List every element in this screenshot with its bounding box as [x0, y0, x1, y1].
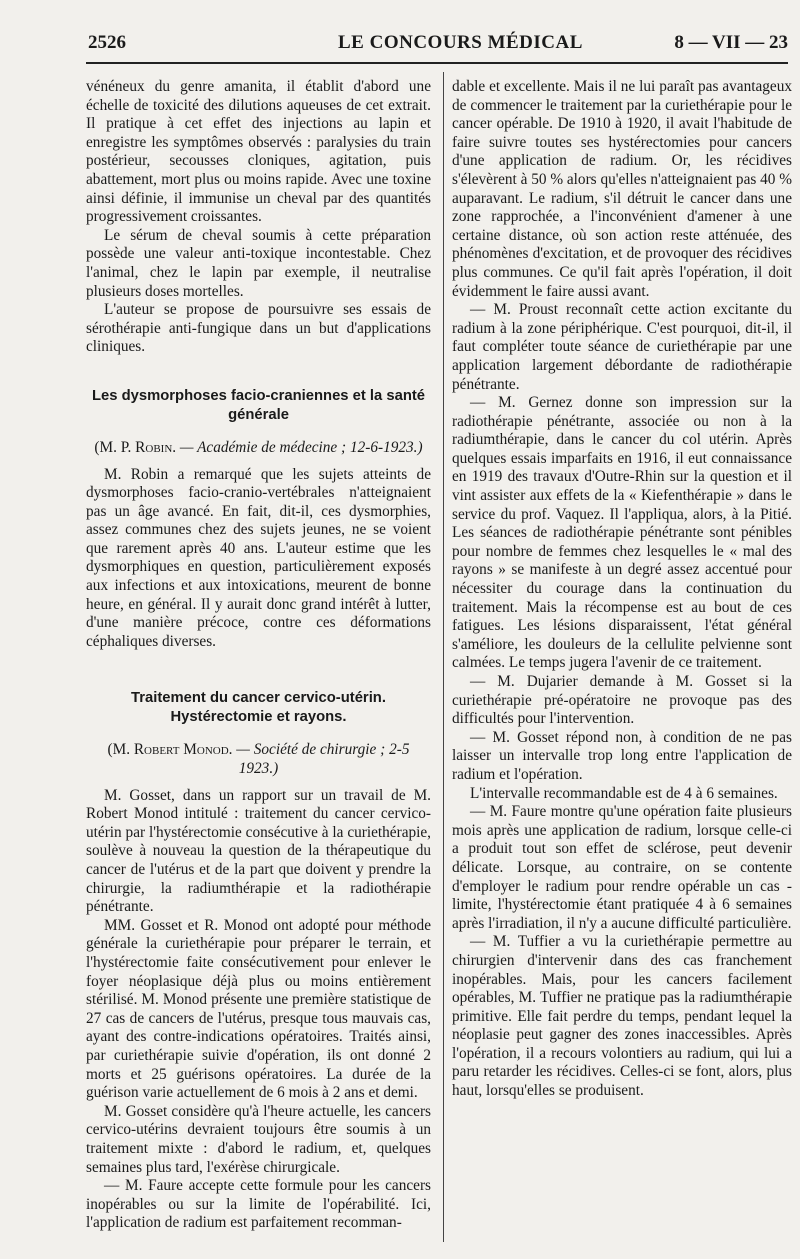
reference-source: — Société de chirurgie ; 2-5 1923.) — [232, 741, 410, 778]
reference-line — [86, 741, 431, 778]
paragraph: M. Robin a remarqué que les sujets atteints de dysmorphoses facio-cranio-vertébrales n'atteignaient pas un âge avancé. En fait, dit-il, ces dysmorphies, assez communes chez des sujets jeunes, ne se voient que rarement après 40 ans. L'auteur estime que les dysmorphiques en question, particulièrement exposés aux infections et aux intoxications, meurent de bonne heure, en général. Il y aurait donc grand intérêt à lutter, d'une manière précoce, contre ces déformations céphaliques diverses. — [86, 465, 431, 650]
reference-author: (M. P. Robin. — [94, 438, 177, 456]
paragraph: M. Gosset, dans un rapport sur un travail de M. Robert Monod intitulé : traitement du cancer cervico-utérin par l'hystérectomie consécutive à la curiethérapie, soulève à nouveau la question de la thérapeutique du cancer de l'utérus et de la part que doivent y prendre la chirurgie, la radiumthérapie et la radiothérapie pénétrante. — [86, 786, 431, 916]
page-header — [88, 30, 788, 56]
paragraph: vénéneux du genre amanita, il établit d'abord une échelle de toxicité des dilutions aqueuses de cet extrait. Il pratique à cet effet des injections au lapin et enregistre les symptômes observés : paralysies du train postérieur, secousses cloniques, agitation, puis abattement, mort plus ou moins rapide. Avec une toxine ainsi définie, il immunise un cheval par des quantités progressivement croissantes. — [86, 78, 431, 226]
paragraph: L'auteur se propose de poursuivre ses essais de sérothérapie anti-fungique dans un but d'applications cliniques. — [86, 301, 431, 356]
paragraph: — M. Gosset répond non, à condition de ne pas laisser un intervalle trop long entre l'application de radium et l'opération. — [452, 728, 792, 783]
left-column — [86, 78, 431, 1233]
paragraph: Le sérum de cheval soumis à cette préparation possède une valeur anti-toxique incontestable. Chez l'animal, chez le lapin par exemple, il neutralise plusieurs doses mortelles. — [86, 226, 431, 300]
paragraph: — M. Gernez donne son impression sur la radiothérapie pénétrante, associée ou non à la radiumthérapie, dans le cancer du col utérin. Après quelques essais imparfaits en 1916, il eut connaissance en 1919 des travaux d'Outre-Rhin sur la question et il vint assister aux effets de la « Kiefenthérapie » dans le service du prof. Vaquez. Il l'appliqua, alors, à la Pitié. Les séances de radiothérapie pénétrante sont pénibles pour nombre de femmes chez lesquelles le « mal des rayons » se manifeste à un degré assez accentué pour nécessiter du courage dans la continuation du traitement. Mais la récompense est au bout de ces fatigues. Les lésions disparaissent, l'état général s'améliore, les douleurs de la cellulite pelvienne sont calmées. Le temps jugera l'avenir de ce traitement. — [452, 394, 792, 672]
issue-date: 8 — VII — 23 — [674, 32, 788, 53]
paragraph: dable et excellente. Mais il ne lui paraît pas avantageux de commencer le traitement par la curiethérapie pour le cancer opérable. De 1910 à 1920, il avait l'habitude de faire suivre toutes ses hystérectomies pour cancers d'une application de radium. Or, les récidives s'élevèrent à 50 % alors qu'elles n'atteignaient pas 40 % auparavant. Le radium, s'il détruit le cancer dans une zone rapprochée, a l'inconvénient d'amener à une certaine distance, où son action reste atténuée, des phénomènes d'excitation, et de provoquer des récidives plus communes. Ce qu'il fait après l'opération, il doit évidemment le faire aussi avant. — [452, 78, 793, 300]
page-number: 2526 — [88, 32, 126, 53]
reference-source: — Académie de médecine ; 12-6-1923.) — [176, 438, 423, 456]
header-rule — [86, 62, 788, 64]
column-divider — [443, 72, 444, 1242]
section-heading: Les dysmorphoses facio-craniennes et la santé générale — [91, 387, 426, 423]
paragraph: — M. Tuffier a vu la curiethérapie permettre au chirurgien d'intervenir dans des cas franchement inopérables. Mais, pour les cancers facilement opérables, M. Tuffier ne pratique pas la radiumthérapie primitive. Elle fait perdre du temps, pendant lequel la néoplasie peut gagner des zones inaccessibles. Après l'opération, il a recours volontiers au radium, qui lui a paru retarder les récidives. Celles-ci se font, alors, plus haut, lorsqu'elles se produisent. — [452, 933, 792, 1100]
paragraph: MM. Gosset et R. Monod ont adopté pour méthode générale la curiethérapie pour préparer le terrain, et l'hystérectomie faite consécutivement pour enlever le foyer néoplasique déjà plus ou moins entièrement stérilisé. M. Monod présente une première statistique de 27 cas de cancers de l'utérus, presque tous mauvais cas, ayant des contre-indications opératoires. Traités ainsi, par curiethérapie suivie d'opération, ils ont donné 2 morts et 25 guérisons opératoires. La durée de la guérison varie actuellement de 6 mois à 2 ans et demi. — [86, 916, 431, 1102]
paragraph: M. Gosset considère qu'à l'heure actuelle, les cancers cervico-utérins devraient toujours être soumis à un traitement mixte : d'abord le radium, et, quelques semaines plus tard, l'exérèse chirurgicale. — [86, 1102, 431, 1176]
journal-title: LE CONCOURS MÉDICAL — [338, 32, 583, 53]
paragraph: L'intervalle recommandable est de 4 à 6 semaines. — [470, 784, 778, 802]
paragraph: — M. Dujarier demande à M. Gosset si la curiethérapie pré-opératoire ne provoque pas des difficultés pour l'intervention. — [452, 673, 792, 728]
reference-author: (M. Robert Monod. — [107, 741, 233, 759]
paragraph: — M. Proust reconnaît cette action excitante du radium à la zone périphérique. C'est pourquoi, dit-il, il faut compléter toute séance de curiethérapie par une application largement débordante de radiothérapie pénétrante. — [452, 301, 792, 393]
right-column — [452, 78, 792, 1101]
section-heading: Traitement du cancer cervico-utérin. Hystérectomie et rayons. — [131, 690, 386, 726]
reference-line — [86, 439, 431, 458]
paragraph: — M. Faure montre qu'une opération faite plusieurs mois après une application de radium, lorsque celle-ci a produit tout son effet de sclérose, peut devenir délicate. Lorsque, au contraire, on se contente d'employer le radium pour rendre opérable un cas -limite, l'hystérectomie étant pratiquée 4 à 6 semaines après l'irradiation, il n'y a aucune difficulté particulière. — [452, 803, 792, 932]
paragraph: — M. Faure accepte cette formule pour les cancers inopérables ou sur la limite de l'opérabilité. Ici, l'application de radium est parfaitement recomman- — [86, 1177, 431, 1232]
